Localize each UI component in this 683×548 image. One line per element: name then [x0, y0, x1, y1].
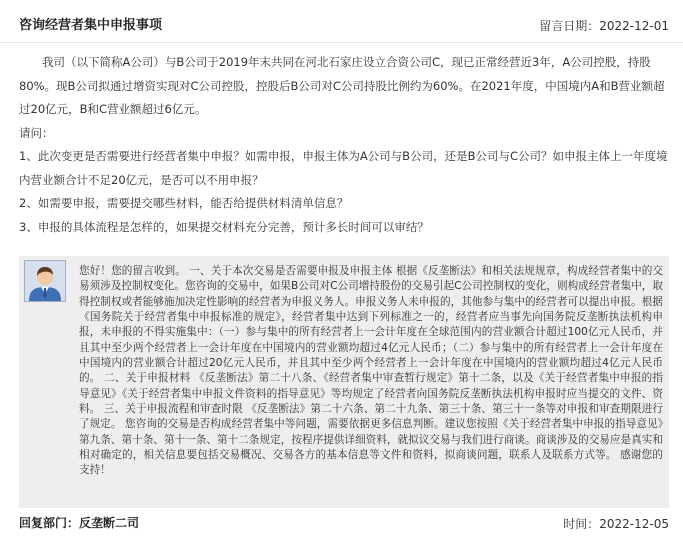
user-avatar-icon — [24, 260, 66, 302]
question-section — [19, 51, 669, 239]
question-ask-label: 请问： — [19, 125, 54, 140]
question-item-2: 2、如需要申报，需要提交哪些材料，能否给提供材料清单信息？ — [19, 196, 349, 210]
page-header — [0, 0, 683, 43]
reply-box — [19, 256, 669, 508]
message-date: 留言日期：2022-12-01 — [539, 19, 669, 33]
question-item-3: 3、申报的具体流程是怎样的，如果提交材料充分完善，预计多长时间可以审结？ — [19, 219, 429, 234]
question-paragraph: 我司（以下简称A公司）与B公司于2019年末共同在河北石家庄设立合资公司C，现已正常经营近3年，A公司控股，持股80%。现B公司拟通过增资实现对C公司控股，控股后B公司对C公司持股比例约为60%。在2021年度，中国境内A和B营业额超过20亿元，B和C营业额超过6亿元。 — [19, 55, 665, 116]
reply-department: 回复部门：反垄断二司 — [19, 516, 140, 530]
page-title: 咨询经营者集中申报事项 — [19, 18, 163, 33]
reply-text: 您好！您的留言收到。 一、关于本次交易是否需要申报及申报主体 根据《反垄断法》和相关法规规章，构成经营者集中的交易须涉及控制权变化。您咨询的交易中，如果B公司对C公司增持股份的交易引起C公司控制权的变化，则构成经营者集中，取得控制权或者能够施加决定性影响的经营者为申报义务人。申报义务人未申报的，其他参与集中的经营者可以提出申报。根据《国务院关于经营者集中申报标准的规定》，经营者集中达到下列标准之一的，经营者应当事先向国务院反垄断执法机构申报，未申报的不得实施集中：（一）参与集中的所有经营者上一会计年度在全球范围内的营业额合计超过100亿元人民币，并且其中至少两个经营者上一会计年度在中国境内的营业额均超过4亿元人民币；（二）参与集中的所有经营者上一会计年度在中国境内的营业额合计超过20亿元人民币，并且其中至少两个经营者上一会计年度在中国境内的营业额均超过4亿元人民币的。 二、关于申报材料 《反垄断法》第二十八条、《经营者集中审查暂行规定》第十二条，以及《关于经营者集中申报的指导意见》《关于经营者集中申报文件资料的指导意见》等均规定了经营者向国务院反垄断执法机构申报时应当提交的文件、资料。 三、关于申报流程和审查时限 《反垄断法》第二十六条、第二十九条、第三十条、第三十一条等对申报和审查期限进行了规定。 您咨询的交易是否构成经营者集中等问题，需要依据更多信息判断。建议您按照《关于经营者集中申报的指导意见》第九条、第十条、第十一条、第十二条规定，按程序提供详细资料，就拟议交易与我们进行商谈。商谈涉及的交易应是真实和相对确定的，相关信息要包括交易概况、交易各方的基本信息等文件和资料，拟商谈问题，联系人及联系方式等。 感谢您的支持！ — [79, 265, 663, 477]
reply-time: 时间：2022-12-05 — [563, 517, 669, 531]
question-item-1: 1、此次变更是否需要进行经营者集中申报？如需申报，申报主体为A公司与B公司，还是B公司与C公司？如申报主体上一年度境内营业额合计不足20亿元，是否可以不用申报？ — [19, 149, 668, 187]
